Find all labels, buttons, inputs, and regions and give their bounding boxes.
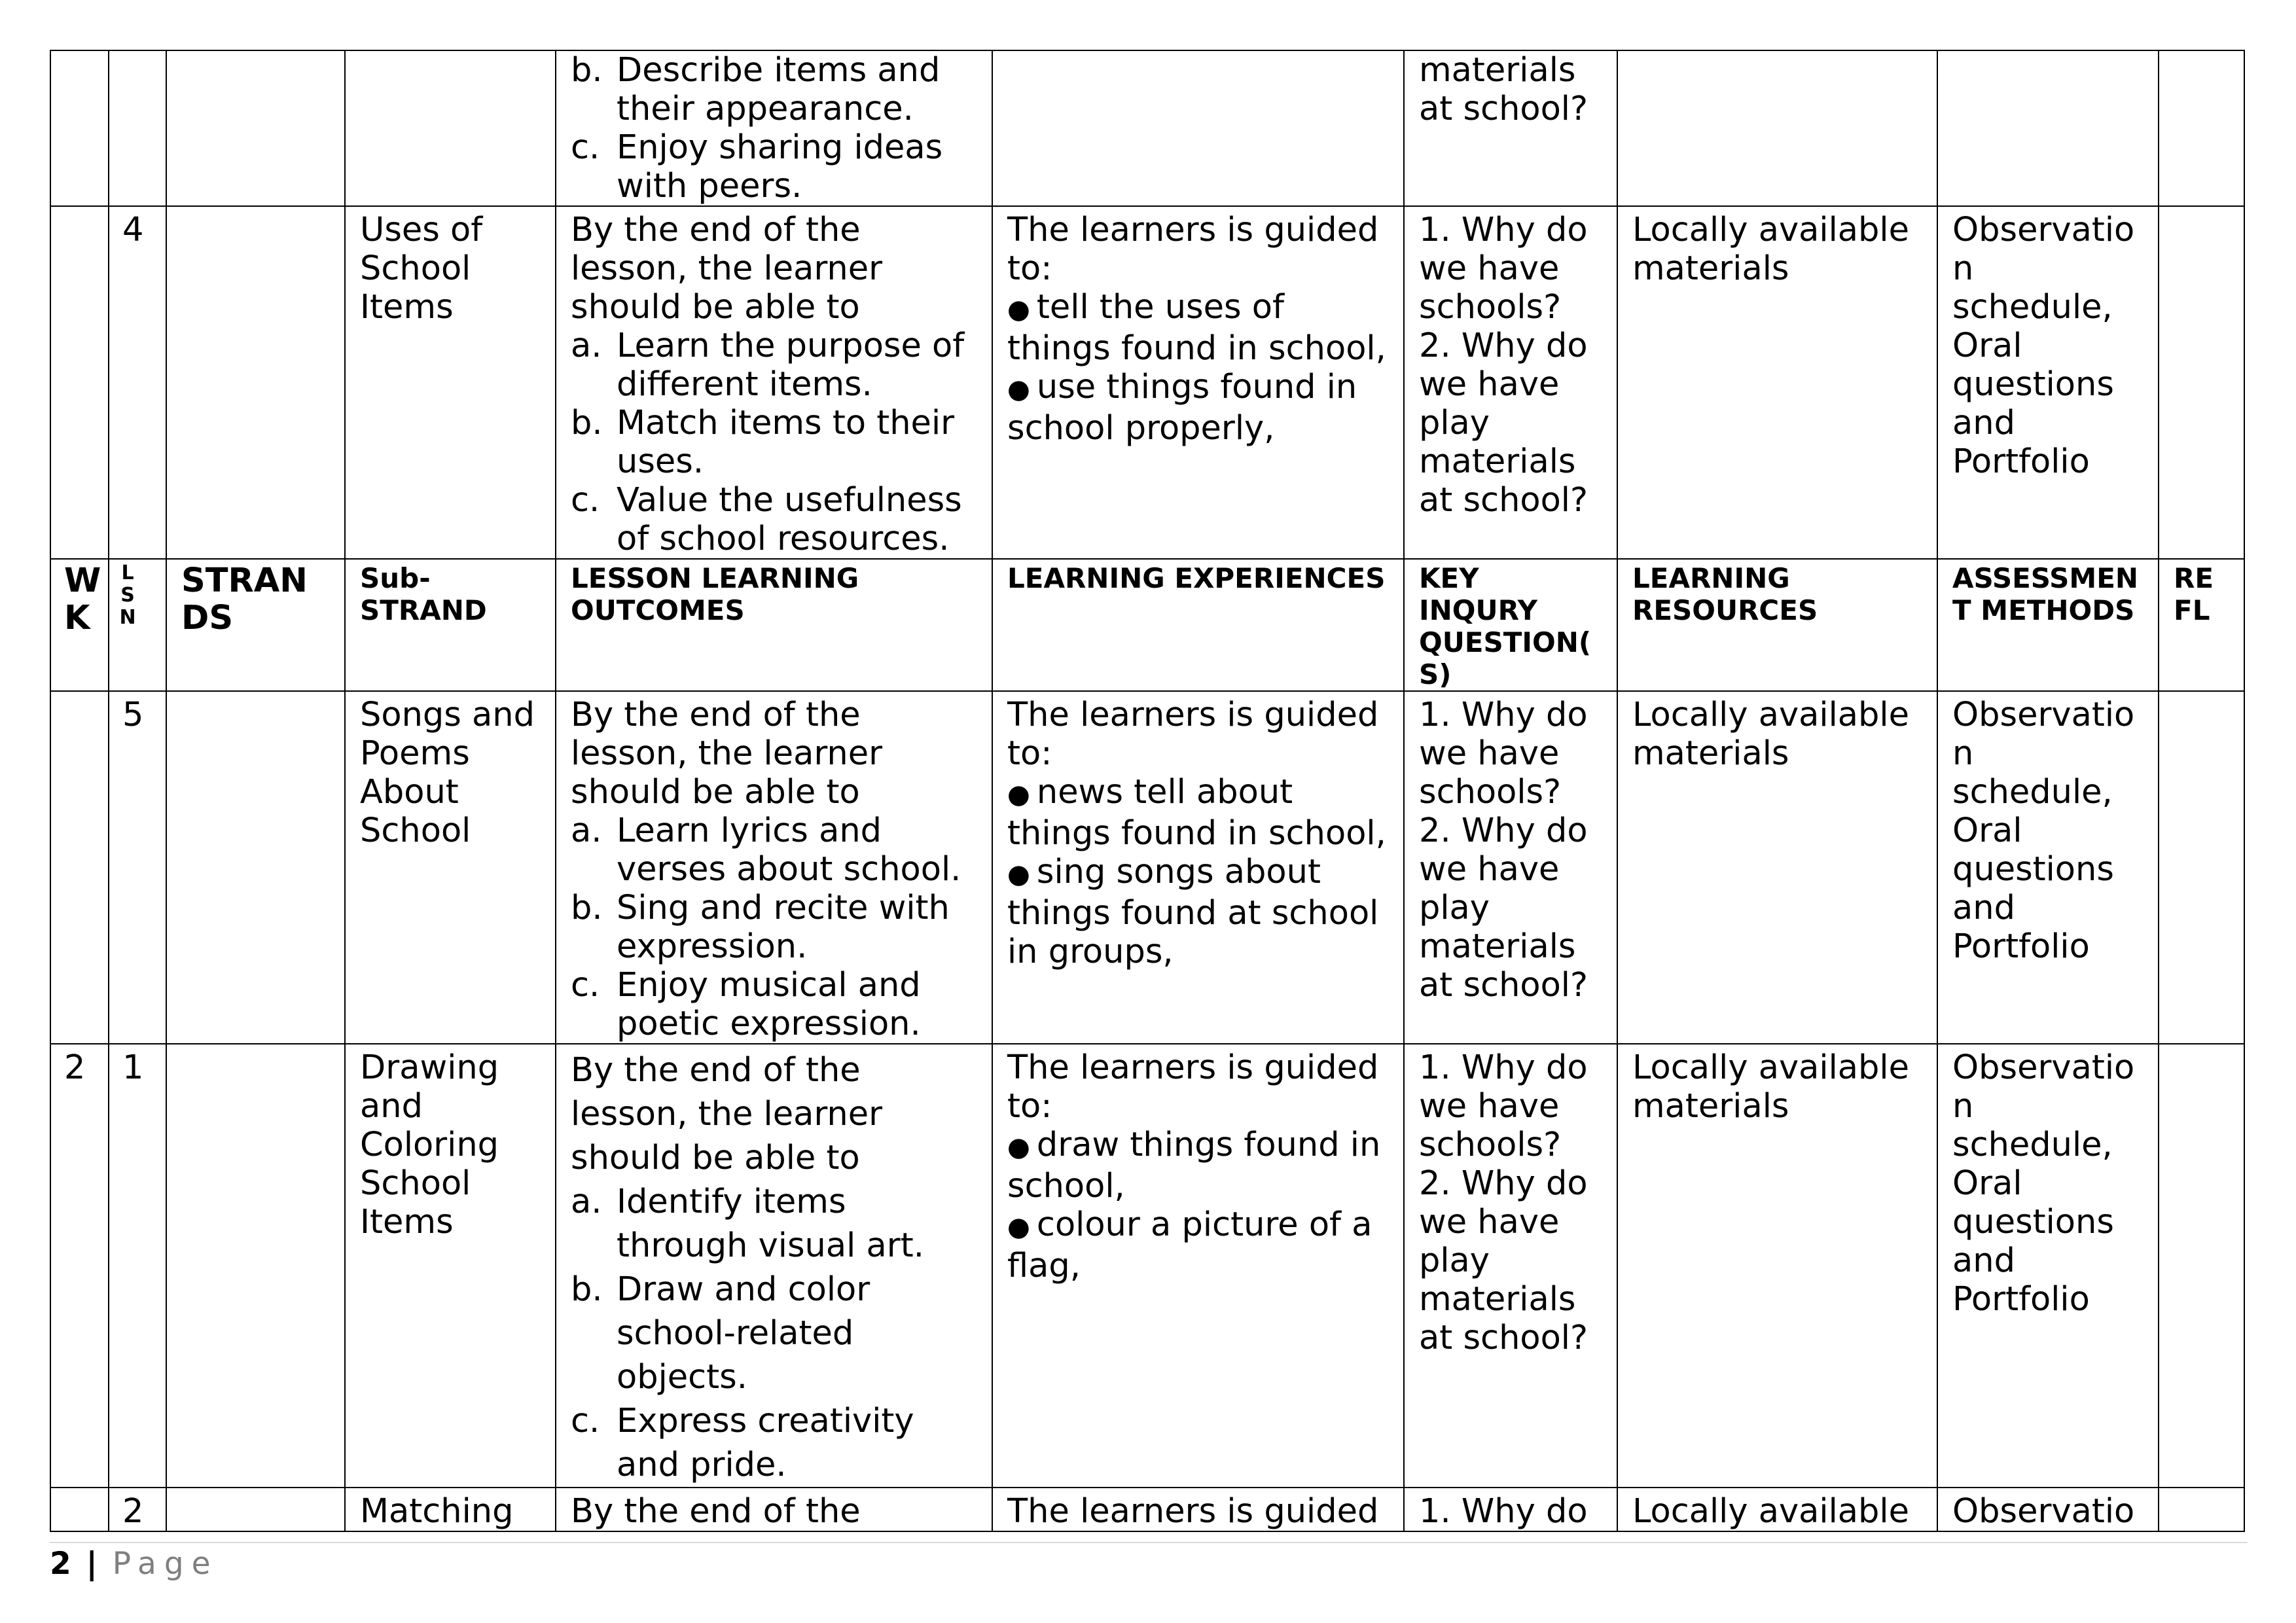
list-marker: c.: [571, 128, 600, 167]
resources-cell: Locally available materials: [1617, 206, 1937, 559]
outcome-text: Learn lyrics and verses about school.: [617, 812, 961, 889]
experiences-intro: The learners is guided: [1007, 1492, 1379, 1531]
experience-item: [1007, 853, 1389, 971]
experience-text: tell the uses of things found in school,: [1007, 288, 1386, 368]
assessment-cell: Observation schedule, Oral questions and Portfolio: [1937, 691, 2159, 1044]
scheme-of-work-table: [50, 50, 2245, 1532]
column-header-lesson: LSN: [109, 559, 166, 691]
inquiry-cell: materials at school?: [1404, 50, 1617, 206]
outcomes-stem: By the end of the: [571, 1492, 861, 1531]
reflection-cell: [2159, 1044, 2244, 1488]
outcome-text: Learn the purpose of different items.: [617, 327, 965, 404]
week-cell: 2: [50, 1044, 109, 1488]
experience-text: use things found in school properly,: [1007, 368, 1357, 448]
week-cell: [50, 206, 109, 559]
list-item: [571, 1268, 977, 1399]
list-marker: c.: [571, 481, 600, 520]
table-row: [50, 1044, 2244, 1488]
list-item: [571, 327, 977, 404]
outcome-text: Match items to their uses.: [617, 404, 955, 481]
inquiry-cell: 1. Why do we have schools? 2. Why do we have play materials at school?: [1404, 206, 1617, 559]
list-marker: c.: [571, 1402, 600, 1440]
list-marker: a.: [571, 1183, 602, 1221]
sub-strand-cell: [345, 50, 556, 206]
experiences-intro: The learners is guided to:: [1007, 696, 1379, 773]
sub-strand-cell: Uses of School Items: [345, 206, 556, 559]
outcome-text: Value the usefulness of school resources.: [617, 481, 962, 558]
lesson-cell: 4: [109, 206, 166, 559]
strand-cell: [166, 206, 345, 559]
table-row: [50, 206, 2244, 559]
experiences-intro: The learners is guided to:: [1007, 211, 1379, 288]
resources-cell: Locally available materials: [1617, 1044, 1937, 1488]
list-marker: a.: [571, 812, 602, 850]
list-item: [571, 889, 977, 966]
column-header-inquiry: KEY INQURY QUESTION(S): [1404, 559, 1617, 691]
resources-cell: Locally available: [1617, 1488, 1937, 1531]
column-header-outcomes: LESSON LEARNING OUTCOMES: [556, 559, 992, 691]
assessment-cell: Observatio: [1937, 1488, 2159, 1531]
experiences-cell: [992, 1488, 1404, 1531]
lesson-cell: 5: [109, 691, 166, 1044]
list-item: [571, 128, 977, 205]
sub-strand-cell: Matching: [345, 1488, 556, 1531]
outcomes-list: [571, 1180, 977, 1487]
page-footer: [50, 1544, 219, 1584]
outcomes-cell: [556, 691, 992, 1044]
list-item: [571, 812, 977, 889]
column-header-strands: STRANDS: [166, 559, 345, 691]
footer-separator: |: [86, 1546, 98, 1582]
outcomes-cell: [556, 1488, 992, 1531]
outcomes-cell: [556, 50, 992, 206]
inquiry-cell: 1. Why do: [1404, 1488, 1617, 1531]
experiences-cell: [992, 1044, 1404, 1488]
table-header-row: [50, 559, 2244, 691]
column-header-experiences: LEARNING EXPERIENCES: [992, 559, 1404, 691]
list-item: [571, 1180, 977, 1268]
resources-cell: [1617, 50, 1937, 206]
week-cell: [50, 1488, 109, 1531]
experience-item: [1007, 773, 1389, 853]
list-item: [571, 1399, 977, 1487]
sub-strand-cell: Drawing and Coloring School Items: [345, 1044, 556, 1488]
list-marker: b.: [571, 51, 603, 90]
assessment-cell: Observation schedule, Oral questions and Portfolio: [1937, 206, 2159, 559]
lesson-cell: 1: [109, 1044, 166, 1488]
outcomes-stem: By the end of the lesson, the learner should be able to: [571, 1051, 883, 1177]
experience-text: sing songs about things found at school in groups,: [1007, 853, 1379, 971]
outcomes-list: [571, 812, 977, 1043]
outcome-text: Sing and recite with expression.: [617, 889, 950, 966]
inquiry-cell: 1. Why do we have schools? 2. Why do we have play materials at school?: [1404, 1044, 1617, 1488]
experience-item: [1007, 368, 1389, 448]
experience-text: draw things found in school,: [1007, 1126, 1381, 1205]
outcomes-list: [571, 327, 977, 558]
list-marker: a.: [571, 327, 602, 365]
reflection-cell: [2159, 1488, 2244, 1531]
experiences-cell: [992, 50, 1404, 206]
outcome-text: Enjoy musical and poetic expression.: [617, 966, 921, 1043]
assessment-cell: [1937, 50, 2159, 206]
experience-item: [1007, 1126, 1389, 1205]
list-item: [571, 51, 977, 128]
outcome-text: Draw and color school-related objects.: [617, 1270, 870, 1397]
outcomes-stem: By the end of the lesson, the learner should be able to: [571, 211, 883, 327]
experience-text: colour a picture of a flag,: [1007, 1205, 1372, 1285]
list-marker: b.: [571, 889, 603, 927]
sub-strand-cell: Songs and Poems About School: [345, 691, 556, 1044]
assessment-cell: Observation schedule, Oral questions and Portfolio: [1937, 1044, 2159, 1488]
column-header-sub-strand: Sub-STRAND: [345, 559, 556, 691]
list-marker: c.: [571, 966, 600, 1005]
week-cell: [50, 691, 109, 1044]
experiences-intro: The learners is guided to:: [1007, 1048, 1379, 1126]
outcome-text: Express creativity and pride.: [617, 1402, 914, 1484]
outcomes-list: [571, 51, 977, 205]
table-row: [50, 50, 2244, 206]
page-number: 2: [50, 1546, 71, 1582]
lesson-cell: [109, 50, 166, 206]
column-header-resources: LEARNING RESOURCES: [1617, 559, 1937, 691]
strand-cell: [166, 1488, 345, 1531]
experiences-cell: [992, 691, 1404, 1044]
experience-text: news tell about things found in school,: [1007, 773, 1386, 853]
list-item: [571, 481, 977, 558]
week-cell: [50, 50, 109, 206]
resources-cell: Locally available materials: [1617, 691, 1937, 1044]
table-row: [50, 1488, 2244, 1531]
column-header-week: WK: [50, 559, 109, 691]
strand-cell: [166, 691, 345, 1044]
reflection-cell: [2159, 50, 2244, 206]
reflection-cell: [2159, 691, 2244, 1044]
table-row: [50, 691, 2244, 1044]
experiences-cell: [992, 206, 1404, 559]
outcomes-cell: [556, 206, 992, 559]
column-header-assessment: ASSESSMENT METHODS: [1937, 559, 2159, 691]
experience-item: [1007, 1205, 1389, 1285]
list-marker: b.: [571, 404, 603, 442]
experience-item: [1007, 288, 1389, 368]
column-header-reflection: REFL: [2159, 559, 2244, 691]
reflection-cell: [2159, 206, 2244, 559]
list-marker: b.: [571, 1270, 603, 1309]
list-item: [571, 966, 977, 1043]
outcomes-stem: By the end of the lesson, the learner should be able to: [571, 696, 883, 812]
lesson-cell: 2: [109, 1488, 166, 1531]
outcome-text: Identify items through visual art.: [617, 1183, 924, 1265]
outcome-text: Enjoy sharing ideas with peers.: [617, 128, 943, 205]
inquiry-cell: 1. Why do we have schools? 2. Why do we have play materials at school?: [1404, 691, 1617, 1044]
outcomes-cell: [556, 1044, 992, 1488]
footer-divider: [50, 1542, 2248, 1543]
strand-cell: [166, 1044, 345, 1488]
list-item: [571, 404, 977, 481]
outcome-text: Describe items and their appearance.: [617, 51, 941, 128]
page-label: Page: [112, 1546, 219, 1582]
strand-cell: [166, 50, 345, 206]
